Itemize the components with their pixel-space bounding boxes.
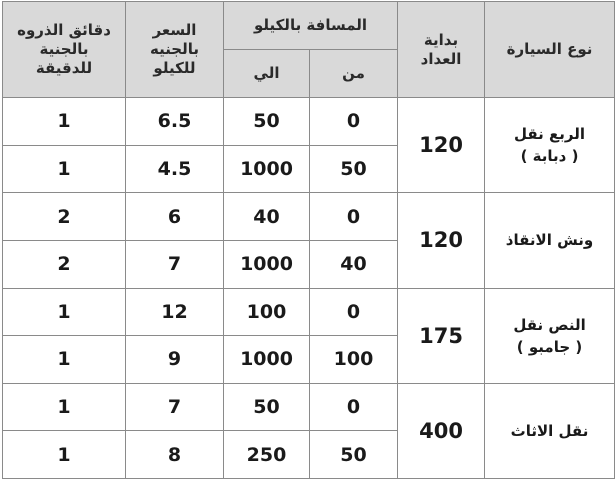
- table-row: [3, 383, 615, 431]
- price-header-line: للكيلو: [153, 59, 196, 77]
- price-cell: 8: [126, 431, 224, 479]
- price-cell: 7: [126, 383, 224, 431]
- car-type-line: نقل الاثاث: [510, 421, 589, 440]
- table-row: [3, 288, 615, 336]
- meter-start-header-line: العداد: [420, 49, 462, 68]
- from-cell: 0: [310, 98, 398, 146]
- table-row: [3, 98, 615, 146]
- peak-cell: 2: [3, 240, 126, 288]
- peak-cell: 2: [3, 193, 126, 241]
- peak-cell: 1: [3, 336, 126, 384]
- car-type-line: النص نقل: [513, 315, 586, 334]
- from-cell: 50: [310, 431, 398, 479]
- price-cell: 6: [126, 193, 224, 241]
- peak-minutes-header: [3, 2, 126, 98]
- price-header: [126, 2, 224, 98]
- meter-start-header-line: بداية: [423, 30, 459, 49]
- meter-start-cell: 120: [398, 193, 485, 288]
- to-header: الي: [224, 50, 310, 98]
- car-type-cell: [485, 193, 615, 288]
- peak-cell: 1: [3, 288, 126, 336]
- meter-start-header: [398, 2, 485, 98]
- peak-cell: 1: [3, 431, 126, 479]
- from-header: من: [310, 50, 398, 98]
- peak-header-line: دقائق الذروه: [17, 21, 111, 39]
- peak-cell: 1: [3, 145, 126, 193]
- from-cell: 100: [310, 336, 398, 384]
- car-type-cell: [485, 383, 615, 478]
- peak-header-line: بالجنية: [39, 40, 89, 58]
- header-row-top: [3, 2, 615, 50]
- to-cell: 50: [224, 98, 310, 146]
- car-type-cell: [485, 288, 615, 383]
- price-header-line: بالجنيه: [149, 40, 200, 58]
- fare-table: [2, 1, 615, 479]
- price-header-line: السعر: [152, 21, 197, 39]
- price-cell: 4.5: [126, 145, 224, 193]
- price-cell: 12: [126, 288, 224, 336]
- car-type-cell: [485, 98, 615, 193]
- from-cell: 40: [310, 240, 398, 288]
- peak-cell: 1: [3, 98, 126, 146]
- from-cell: 0: [310, 288, 398, 336]
- meter-start-cell: 175: [398, 288, 485, 383]
- distance-header: المسافة بالكيلو: [224, 2, 398, 50]
- price-cell: 7: [126, 240, 224, 288]
- to-cell: 1000: [224, 336, 310, 384]
- from-cell: 0: [310, 383, 398, 431]
- peak-cell: 1: [3, 383, 126, 431]
- car-type-line: ( جامبو ): [516, 337, 583, 356]
- car-type-header: نوع السيارة: [485, 2, 615, 98]
- from-cell: 50: [310, 145, 398, 193]
- price-cell: 9: [126, 336, 224, 384]
- to-cell: 50: [224, 383, 310, 431]
- meter-start-cell: 400: [398, 383, 485, 478]
- price-cell: 6.5: [126, 98, 224, 146]
- meter-start-cell: 120: [398, 98, 485, 193]
- to-cell: 1000: [224, 145, 310, 193]
- peak-header-line: للدقيقة: [35, 59, 93, 77]
- to-cell: 1000: [224, 240, 310, 288]
- car-type-line: الربع نقل: [514, 125, 586, 144]
- car-type-line: ونش الانقاذ: [505, 231, 594, 250]
- to-cell: 100: [224, 288, 310, 336]
- from-cell: 0: [310, 193, 398, 241]
- car-type-line: ( دبابة ): [520, 147, 579, 166]
- to-cell: 40: [224, 193, 310, 241]
- to-cell: 250: [224, 431, 310, 479]
- table-row: [3, 193, 615, 241]
